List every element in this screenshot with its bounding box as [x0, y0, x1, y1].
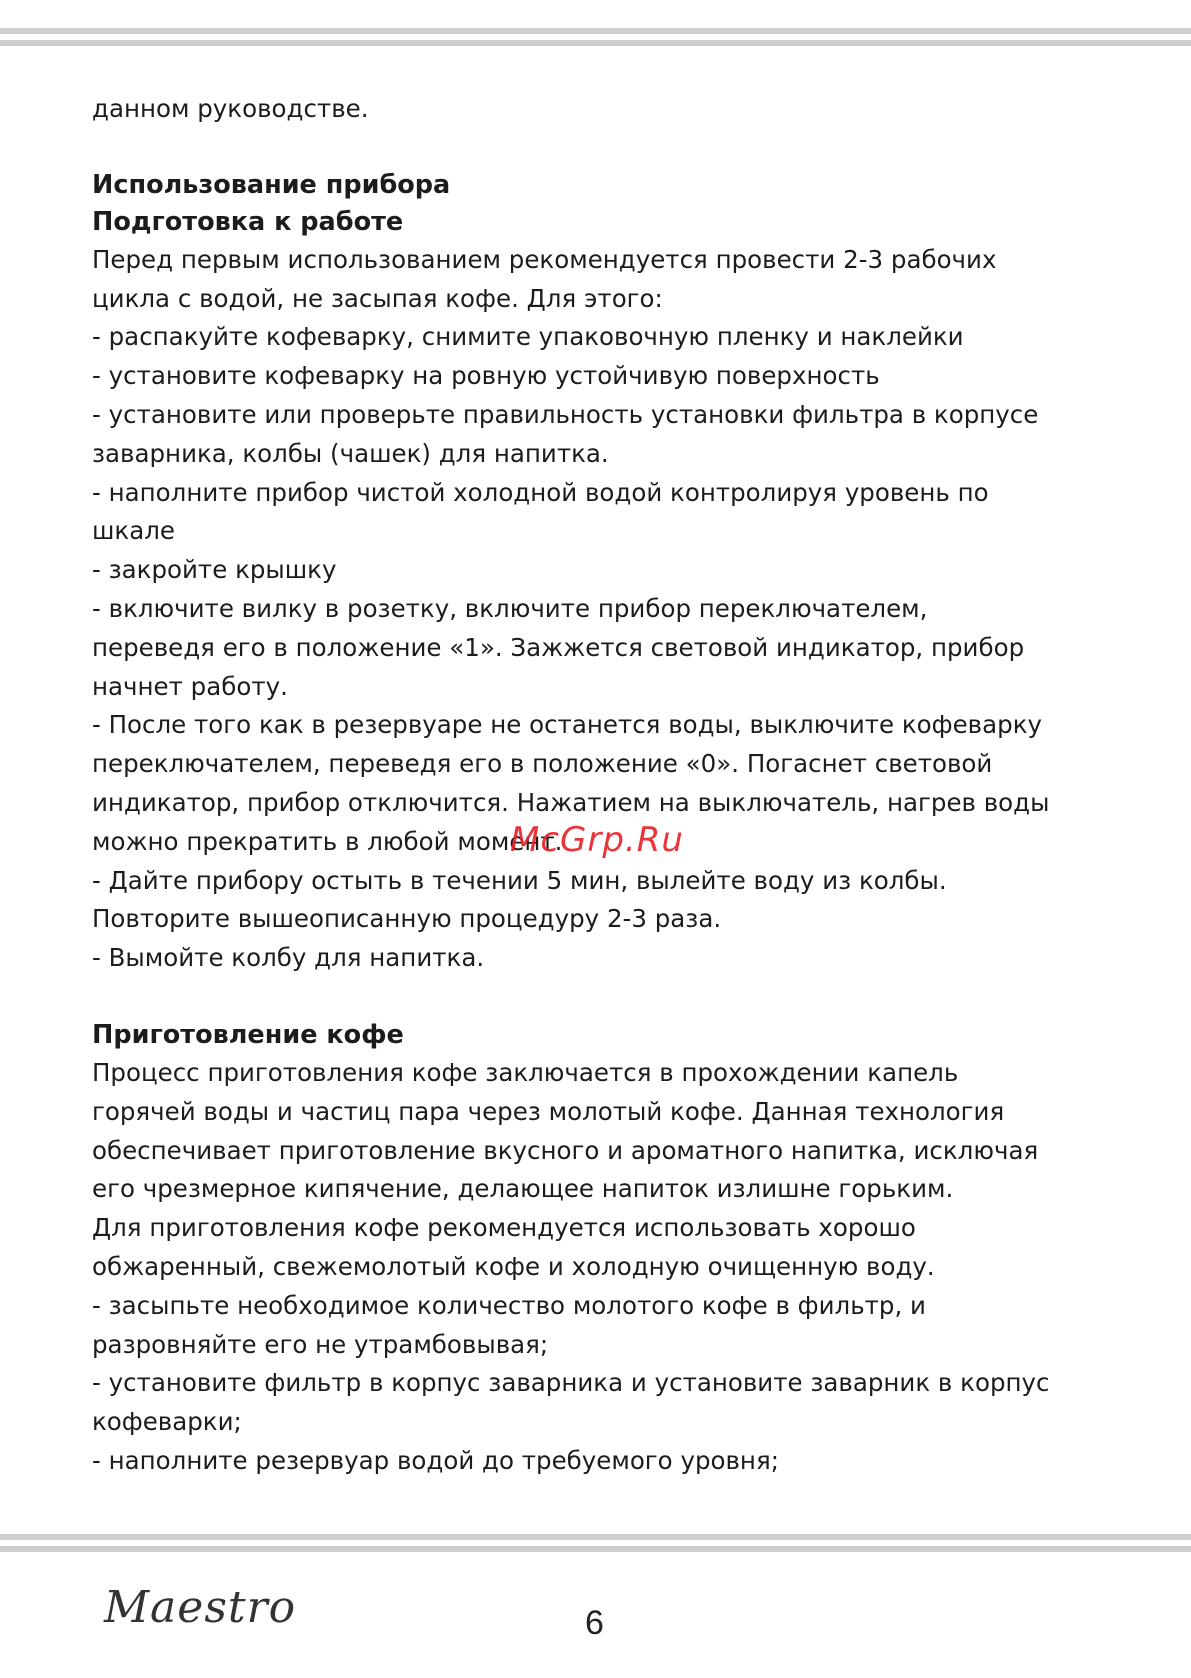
- footer-stripe: [0, 1534, 1191, 1540]
- text-line: индикатор, прибор отключится. Нажатием на выключатель, нагрев воды: [92, 787, 1050, 817]
- text-line: Для приготовления кофе рекомендуется использовать хорошо: [92, 1213, 916, 1243]
- text-line: Повторите вышеописанную процедуру 2-3 раза.: [92, 904, 722, 934]
- text-line: переключателем, переведя его в положение «0». Погаснет световой: [92, 749, 993, 779]
- page-content: [92, 90, 1092, 1481]
- text-line: кофеварки;: [92, 1407, 242, 1437]
- header-stripe: [0, 40, 1191, 46]
- subsection-title-preparation: Подготовка к работе: [92, 206, 404, 237]
- text-line: его чрезмерное кипячение, делающее напиток излишне горьким.: [92, 1174, 954, 1204]
- intro-line: данном руководстве.: [92, 94, 369, 123]
- text-line: Процесс приготовления кофе заключается в прохождении капель: [92, 1057, 959, 1087]
- subsection-title-coffee: Приготовление кофе: [92, 1019, 404, 1050]
- text-line: - засыпьте необходимое количество молотого кофе в фильтр, и: [92, 1290, 926, 1320]
- footer-stripe: [0, 1546, 1191, 1552]
- footer-stripes: [0, 1534, 1191, 1558]
- text-line: - наполните прибор чистой холодной водой контролируя уровень по: [92, 477, 989, 507]
- text-line: Перед первым использованием рекомендуется провести 2-3 рабочих: [92, 244, 997, 274]
- text-line: можно прекратить в любой момент.: [92, 826, 563, 856]
- watermark-text: McGrp.Ru: [510, 820, 684, 860]
- text-line: обжаренный, свежемолотый кофе и холодную очищенную воду.: [92, 1251, 935, 1281]
- text-line: - наполните резервуар водой до требуемого уровня;: [92, 1445, 779, 1475]
- preparation-paragraph: [92, 241, 1092, 978]
- text-line: - установите фильтр в корпус заварника и установите заварник в корпус: [92, 1368, 1050, 1398]
- text-line: - включите вилку в розетку, включите прибор переключателем,: [92, 593, 928, 623]
- text-line: - установите или проверьте правильность установки фильтра в корпусе: [92, 399, 1039, 429]
- text-line: переведя его в положение «1». Зажжется световой индикатор, прибор: [92, 632, 1025, 662]
- text-line: разровняйте его не утрамбовывая;: [92, 1329, 549, 1359]
- text-line: - Вымойте колбу для напитка.: [92, 943, 485, 973]
- text-line: горячей воды и частиц пара через молотый кофе. Данная технология: [92, 1096, 1005, 1126]
- text-line: - После того как в резервуаре не останется воды, выключите кофеварку: [92, 710, 1042, 740]
- text-line: - установите кофеварку на ровную устойчивую поверхность: [92, 361, 880, 391]
- coffee-paragraph: [92, 1054, 1092, 1481]
- text-line: заварника, колбы (чашек) для напитка.: [92, 438, 609, 468]
- text-line: обеспечивает приготовление вкусного и ароматного напитка, исключая: [92, 1135, 1039, 1165]
- brand-logo: Maestro: [104, 1582, 297, 1633]
- text-line: - Дайте прибору остыть в течении 5 мин, вылейте воду из колбы.: [92, 865, 947, 895]
- text-line: шкале: [92, 516, 175, 546]
- text-line: - закройте крышку: [92, 555, 337, 585]
- text-line: начнет работу.: [92, 671, 288, 701]
- page-number: 6: [585, 1604, 604, 1642]
- header-stripe: [0, 28, 1191, 34]
- header-stripes: [0, 28, 1191, 52]
- section-title: Использование прибора: [92, 169, 451, 200]
- text-line: - распакуйте кофеварку, снимите упаковочную пленку и наклейки: [92, 322, 964, 352]
- text-line: цикла с водой, не засыпая кофе. Для этого:: [92, 283, 663, 313]
